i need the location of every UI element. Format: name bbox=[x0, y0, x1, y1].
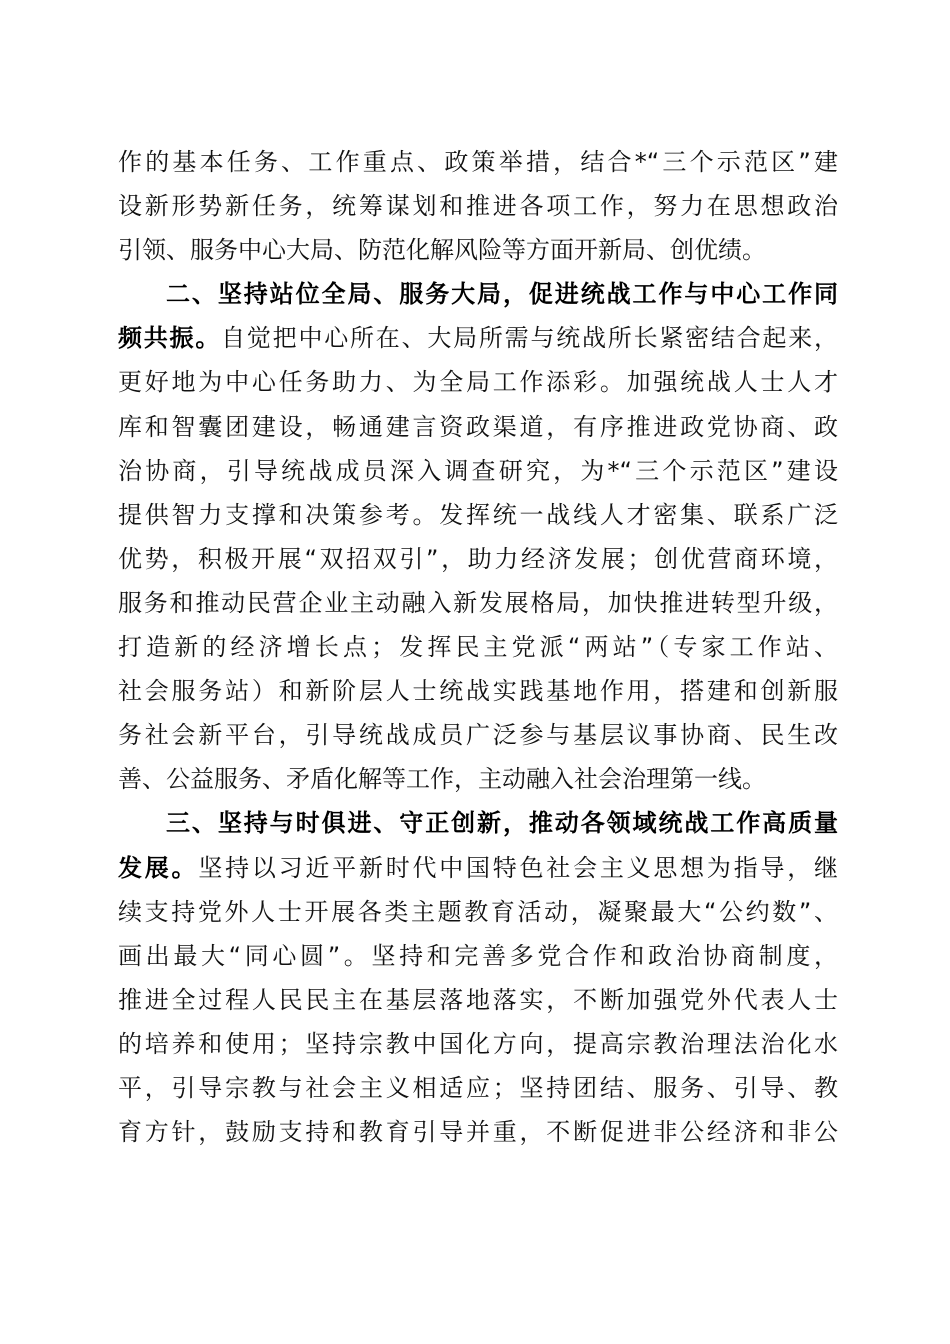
text-line: 善、公益服务、矛盾化解等工作，主动融入社会治理第一线。 bbox=[118, 765, 766, 794]
text-line: 务社会新平台，引导统战成员广泛参与基层议事协商、民生改 bbox=[118, 721, 838, 750]
text-line: 画出最大“同心圆”。坚持和完善多党合作和政治协商制度， bbox=[118, 941, 838, 970]
text-line: 作的基本任务、工作重点、政策举措，结合*“三个示范区”建 bbox=[118, 148, 838, 176]
section-heading-2: 二、坚持站位全局、服务大局，促进统战工作与中心工作同 bbox=[166, 280, 838, 309]
text-line: 打造新的经济增长点；发挥民主党派“两站”（专家工作站、 bbox=[118, 633, 838, 662]
text-line bbox=[118, 846, 838, 890]
text-line: 提供智力支撑和决策参考。发挥统一战线人才密集、联系广泛 bbox=[118, 500, 838, 529]
text-line: 服务和推动民营企业主动融入新发展格局，加快推进转型升级， bbox=[118, 588, 838, 617]
section-heading-2-end: 频共振。 bbox=[118, 324, 222, 353]
text-line: 平，引导宗教与社会主义相适应；坚持团结、服务、引导、教 bbox=[118, 1073, 838, 1102]
document-body bbox=[118, 140, 838, 1154]
text-line bbox=[118, 316, 838, 360]
text-line: 治协商，引导统战成员深入调查研究，为*“三个示范区”建设 bbox=[118, 456, 838, 485]
section-heading-3: 三、坚持与时俱进、守正创新，推动各领域统战工作高质量 bbox=[166, 809, 838, 838]
text-span: 坚持以习近平新时代中国特色社会主义思想为指导，继 bbox=[198, 853, 839, 882]
text-line: 推进全过程人民民主在基层落地落实，不断加强党外代表人士 bbox=[118, 985, 838, 1014]
text-span: 自觉把中心所在、大局所需与统战所长紧密结合起来， bbox=[221, 324, 839, 353]
text-line: 引领、服务中心大局、防范化解风险等方面开新局、创优绩。 bbox=[118, 236, 766, 265]
text-line: 续支持党外人士开展各类主题教育活动，凝聚最大“公约数”、 bbox=[118, 897, 838, 926]
text-line: 社会服务站）和新阶层人士统战实践基地作用，搭建和创新服 bbox=[118, 677, 838, 706]
text-line: 库和智囊团建设，畅通建言资政渠道，有序推进政党协商、政 bbox=[118, 412, 838, 441]
text-line: 的培养和使用；坚持宗教中国化方向，提高宗教治理法治化水 bbox=[118, 1029, 838, 1058]
text-line: 优势，积极开展“双招双引”，助力经济发展；创优营商环境， bbox=[118, 544, 838, 573]
text-line: 设新形势新任务，统筹谋划和推进各项工作，努力在思想政治 bbox=[118, 192, 838, 221]
section-heading-3-end: 发展。 bbox=[118, 853, 199, 882]
text-line: 育方针，鼓励支持和教育引导并重，不断促进非公经济和非公 bbox=[118, 1118, 838, 1147]
text-line: 更好地为中心任务助力、为全局工作添彩。加强统战人士人才 bbox=[118, 368, 838, 397]
